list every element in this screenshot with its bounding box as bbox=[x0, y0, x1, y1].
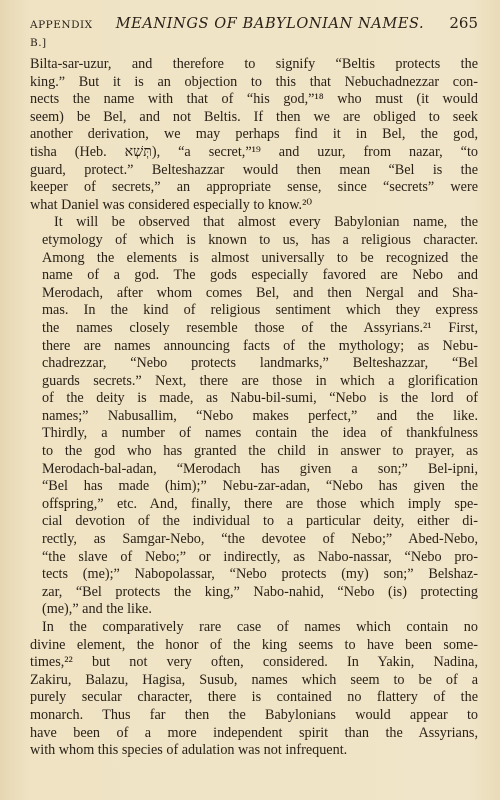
text-line: tects (me);” Nabopolassar, “Nebo protects (my) son;” Belshaz- bbox=[42, 566, 478, 583]
text-line: times,²² but not very often, considered. In Yakin, Nadina, bbox=[30, 654, 478, 671]
text-line: It will be observed that almost every Babylonian name, the bbox=[54, 214, 478, 231]
text-line: with whom this species of adulation was not infrequent. bbox=[30, 742, 348, 759]
paragraph-3 bbox=[30, 619, 478, 760]
text-line: Thirdly, a number of names contain the idea of thankfulness bbox=[42, 425, 478, 442]
text-line: cial devotion of the individual to a particular deity, either di- bbox=[42, 513, 478, 530]
text-line: tisha (Heb. תְּשְׁא), “a secret,”¹⁹ and uzur, from nazar, “to bbox=[30, 143, 478, 160]
text-line: mas. In the kind of religious sentiment which they express bbox=[42, 302, 478, 319]
text-line: name of a god. The gods especially favored are Nebo and bbox=[42, 267, 478, 284]
text-line: divine element, the honor of the king seems to have been some- bbox=[30, 636, 478, 653]
paragraph-1 bbox=[30, 56, 478, 214]
text-line: the names closely resemble those of the Assyrians.²¹ First, bbox=[42, 319, 478, 336]
text-line: Bilta-sar-uzur, and therefore to signify “Beltis protects the bbox=[30, 56, 478, 72]
appendix-label: APPENDIX B.] bbox=[30, 19, 93, 49]
text-line: have been of a more independent spirit than the Assyrians, bbox=[30, 724, 478, 741]
text-line: names;” Nabusallim, “Nebo makes perfect,” and the like. bbox=[42, 407, 478, 424]
text-line: what Daniel was considered especially to know.²⁰ bbox=[30, 196, 313, 213]
text-line: Among the elements is almost universally to be recognized the bbox=[42, 249, 478, 266]
text-line: guard, protect.” Belteshazzar would then mean “Bel is the bbox=[30, 161, 478, 178]
text-line: chadrezzar, “Nebo protects landmarks,” Belteshazzar, “Bel bbox=[42, 355, 478, 372]
text-line: Merodach-bal-adan, “Merodach has given a son;” Bel-ipni, bbox=[42, 460, 478, 477]
text-line: zar, “Bel protects the king,” Nabo-nahid, “Nebo (is) protecting bbox=[42, 583, 478, 600]
paragraph-2 bbox=[30, 214, 478, 619]
text-line: to the god who has granted the child in answer to prayer, as bbox=[42, 443, 478, 460]
text-line: of the deity is made, as Nabu-bil-sumi, “Nebo is the lord of bbox=[42, 390, 478, 407]
text-line: keeper of secrets,” an appropriate sense, since “secrets” were bbox=[30, 179, 478, 196]
text-line: king.” But it is an objection to this that Nebuchadnezzar con- bbox=[30, 73, 478, 90]
text-line: nects the name with that of “his god,”¹⁸ who must (it would bbox=[30, 91, 478, 108]
running-header bbox=[30, 14, 478, 52]
text-line: Zakiru, Balazu, Hagisa, Susub, names which seem to be of a bbox=[30, 671, 478, 688]
text-line: rectly, as Samgar-Nebo, “the devotee of Nebo;” Abed-Nebo, bbox=[42, 531, 478, 548]
text-line: monarch. Thus far then the Babylonians would appear to bbox=[30, 706, 478, 723]
text-line: guards secrets.” Next, there are those in which a glorification bbox=[42, 372, 478, 389]
running-title: MEANINGS OF BABYLONIAN NAMES. bbox=[115, 16, 425, 32]
text-line: another derivation, we may perhaps find it in Bel, the god, bbox=[30, 126, 478, 143]
text-line: (me),” and the like. bbox=[42, 601, 152, 618]
text-line: there are names announcing facts of the mythology; as Nebu- bbox=[42, 337, 478, 354]
page-number: 265 bbox=[449, 14, 478, 32]
text-line: In the comparatively rare case of names which contain no bbox=[42, 619, 478, 635]
text-line: offspring,” etc. And, finally, there are those which imply spe- bbox=[42, 495, 478, 512]
text-line: “the slave of Nebo;” or indirectly, as Nabo-nassar, “Nebo pro- bbox=[42, 548, 478, 565]
body-text bbox=[30, 56, 478, 760]
text-line: Merodach, after whom comes Bel, and then Nergal and Sha- bbox=[42, 284, 478, 301]
text-line: purely secular character, there is contained no flattery of the bbox=[30, 689, 478, 706]
text-line: seem) be Bel, and not Beltis. If then we are obliged to seek bbox=[30, 108, 478, 125]
text-line: etymology of which is known to us, has a religious character. bbox=[42, 231, 478, 248]
text-line: “Bel has made (him);” Nebu-zar-adan, “Nebo has given the bbox=[42, 478, 478, 495]
